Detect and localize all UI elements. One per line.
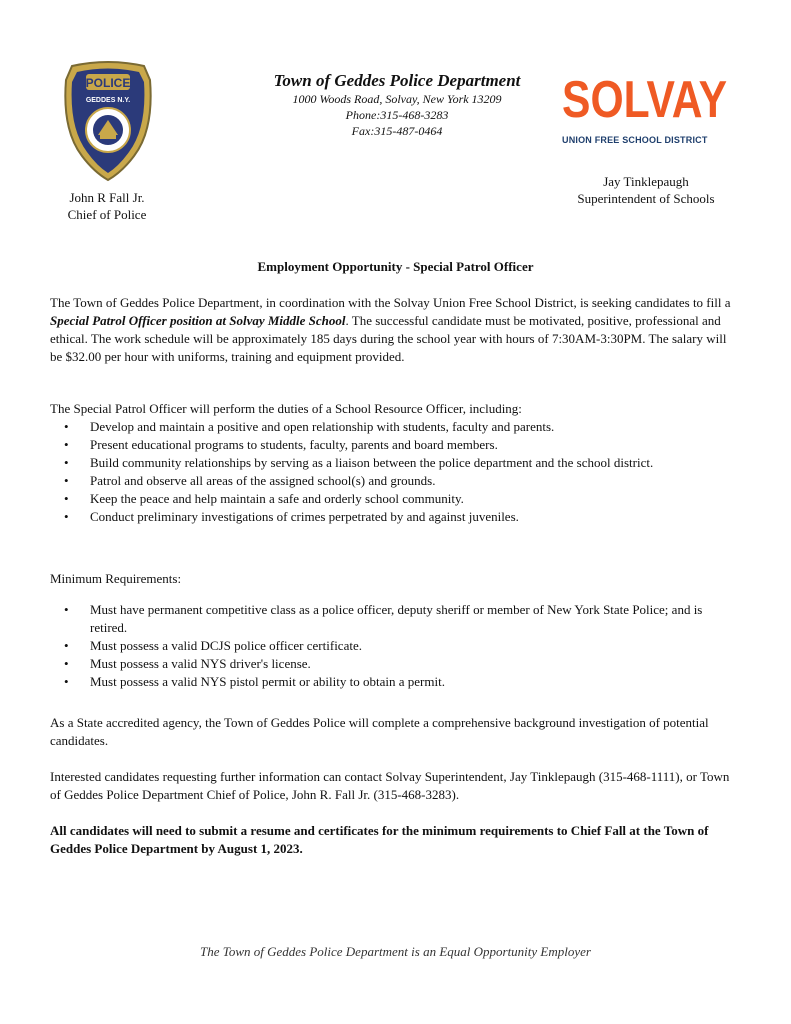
bullet-icon: • [64, 509, 69, 524]
bullet-icon: • [64, 656, 69, 671]
list-item: • Develop and maintain a positive and open relationship with students, faculty and parents. [64, 419, 555, 434]
bullet-icon: • [64, 419, 69, 434]
list-item: • Build community relationships by serving as a liaison between the police department and the school district. [64, 455, 654, 470]
solvay-district-logo [562, 71, 734, 146]
solvay-logo-word: SOLVAY [562, 71, 728, 129]
submission-paragraph: All candidates will need to submit a resume and certificates for the minimum requirements to Chief Fall at the Town of Geddes Police Department by August 1, 2023. [50, 823, 709, 856]
department-block [236, 70, 558, 139]
superintendent-title: Superintendent of Schools [577, 191, 715, 206]
duties-intro: The Special Patrol Officer will perform the duties of a School Resource Officer, including: [50, 401, 522, 416]
list-item: • Must possess a valid DCJS police officer certificate. [64, 638, 362, 653]
list-item: • Present educational programs to students, faculty, parents and board members. [64, 437, 498, 452]
footer-eoe: The Town of Geddes Police Department is an Equal Opportunity Employer [200, 944, 591, 959]
badge-sub-text: GEDDES N.Y. [85, 97, 131, 104]
position-emphasis: Special Patrol Officer position at Solvay Middle School [50, 313, 346, 328]
bullet-icon: • [64, 437, 69, 452]
list-item: • Patrol and observe all areas of the assigned school(s) and grounds. [64, 473, 436, 488]
badge-top-text: POLICE [85, 76, 131, 90]
solvay-logo-subtitle: UNION FREE SCHOOL DISTRICT [562, 135, 708, 145]
bullet-icon: • [64, 602, 69, 617]
list-item: • Must possess a valid NYS pistol permit or ability to obtain a permit. [64, 674, 445, 689]
chief-title: Chief of Police [67, 207, 147, 222]
list-item: • Must possess a valid NYS driver's license. [64, 656, 311, 671]
list-item: • Conduct preliminary investigations of crimes perpetrated by and against juveniles. [64, 509, 519, 524]
intro-text-start: The Town of Geddes Police Department, in coordination with the Solvay Union Free School District, is seeking candidates to fill a [50, 295, 731, 310]
department-fax: Fax:315-487-0464 [351, 124, 443, 138]
bullet-icon: • [64, 491, 69, 506]
bullet-icon: • [64, 473, 69, 488]
list-item: • Keep the peace and help maintain a safe and orderly school community. [64, 491, 464, 506]
duties-list [50, 418, 740, 526]
department-address: 1000 Woods Road, Solvay, New York 13209 [292, 92, 502, 106]
department-title: Town of Geddes Police Department [273, 71, 521, 90]
contact-paragraph: Interested candidates requesting further information can contact Solvay Superintendent, Jay Tinklepaugh (315-468-1111), or Town of Geddes Police Department Chief of Police, John R. Fall Jr. (315-468-3283). [50, 769, 730, 802]
intro-text-end: . The successful candidate must be motivated, positive, professional and ethical. The work schedule will be approximately 185 days during the school year with hours of 7:30AM-3:30PM. The salary will be $32.00 per hour with uniforms, training and equipment provided. [50, 313, 727, 364]
requirements-list [50, 601, 740, 691]
intro-paragraph [50, 294, 740, 366]
chief-name: John R Fall Jr. [69, 190, 145, 205]
superintendent-name: Jay Tinklepaugh [603, 174, 689, 189]
list-item: • Must have permanent competitive class as a police officer, deputy sheriff or member of New York State Police; and is retired. [64, 602, 703, 635]
bullet-icon: • [64, 455, 69, 470]
requirements-label: Minimum Requirements: [50, 571, 182, 586]
bullet-icon: • [64, 674, 69, 689]
department-phone: Phone:315-468-3283 [345, 108, 449, 122]
page-title: Employment Opportunity - Special Patrol Officer [257, 259, 534, 274]
background-check-paragraph: As a State accredited agency, the Town of Geddes Police will complete a comprehensive background investigation of potential candidates. [50, 715, 709, 748]
bullet-icon: • [64, 638, 69, 653]
police-badge-logo [62, 60, 154, 182]
